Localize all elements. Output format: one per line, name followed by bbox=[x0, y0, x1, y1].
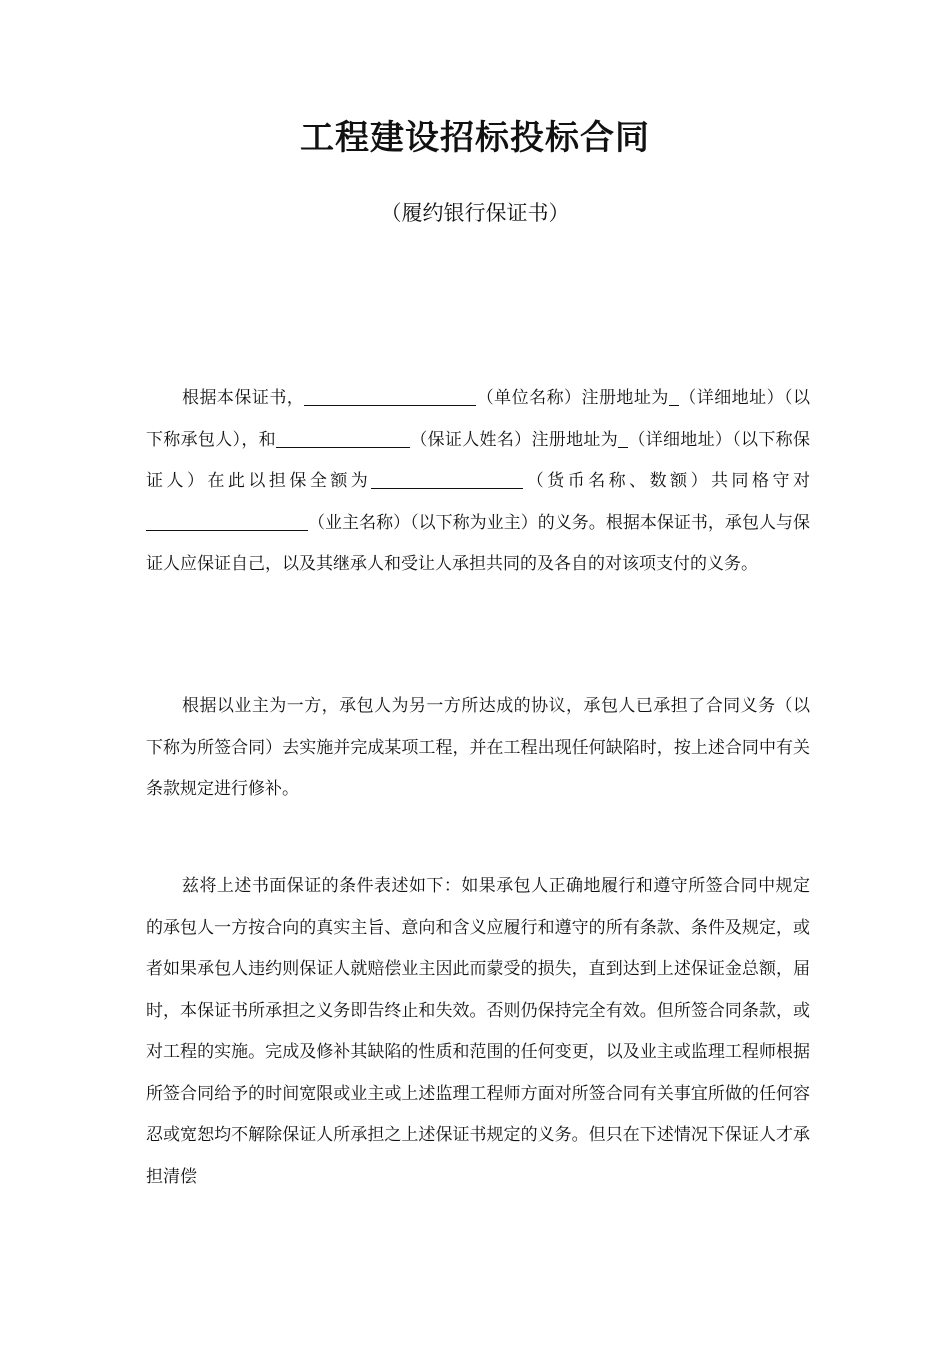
document-title: 工程建设招标投标合同 bbox=[300, 118, 650, 158]
paragraph1-text-1: 根据本保证书， bbox=[182, 388, 305, 408]
paragraph-guarantee-parties bbox=[146, 378, 810, 586]
paragraph1-text-6: （货币名称、数额）共同格守对 bbox=[523, 471, 811, 491]
blank-unit-name bbox=[304, 388, 476, 406]
paragraph1-text-7: （业主名称）（以下称为业主）的义务。根据本保证书，承包人与保证人应保证自己，以及其继承人和受让人承担共同的及各自的对该项支付的义务。 bbox=[146, 512, 810, 574]
blank-contractor-address bbox=[669, 388, 679, 406]
paragraph1-text-5: （详细地址）（以下称保证人）在此以担保全额为 bbox=[146, 429, 810, 491]
paragraph-contract-agreement: 根据以业主为一方，承包人为另一方所达成的协议，承包人已承担了合同义务（以下称为所签合同）去实施并完成某项工程，并在工程出现任何缺陷时，按上述合同中有关条款规定进行修补。 bbox=[146, 696, 810, 799]
paragraph1-text-2: （单位名称）注册地址为 bbox=[476, 388, 669, 408]
document-subtitle: （履约银行保证书） bbox=[380, 201, 570, 225]
blank-guarantee-amount bbox=[371, 471, 523, 489]
paragraph1-text-3: （详细地址）（以下称承包人），和 bbox=[146, 388, 811, 450]
blank-guarantor-name bbox=[276, 430, 410, 448]
paragraph-guarantee-conditions: 兹将上述书面保证的条件表述如下：如果承包人正确地履行和遵守所签合同中规定的承包人一方按合向的真实主旨、意向和含义应履行和遵守的所有条款、条件及规定，或者如果承包人违约则保证人就赔偿业主因此而蒙受的损失，直到达到上述保证金总额，届时，本保证书所承担之义务即告终止和失效。否则仍保持完全有效。但所签合同条款，或对工程的实施。完成及修补其缺陷的性质和范围的任何变更，以及业主或监理工程师根据所签合同给予的时间宽限或业主或上述监理工程师方面对所签合同有关事宜所做的任何容忍或宽恕均不解除保证人所承担之上述保证书规定的义务。但只在下述情况下保证人才承担清偿 bbox=[146, 876, 810, 1187]
paragraph1-text-4: （保证人姓名）注册地址为 bbox=[410, 429, 619, 450]
blank-owner-name bbox=[146, 513, 308, 531]
blank-guarantor-address bbox=[618, 430, 628, 448]
